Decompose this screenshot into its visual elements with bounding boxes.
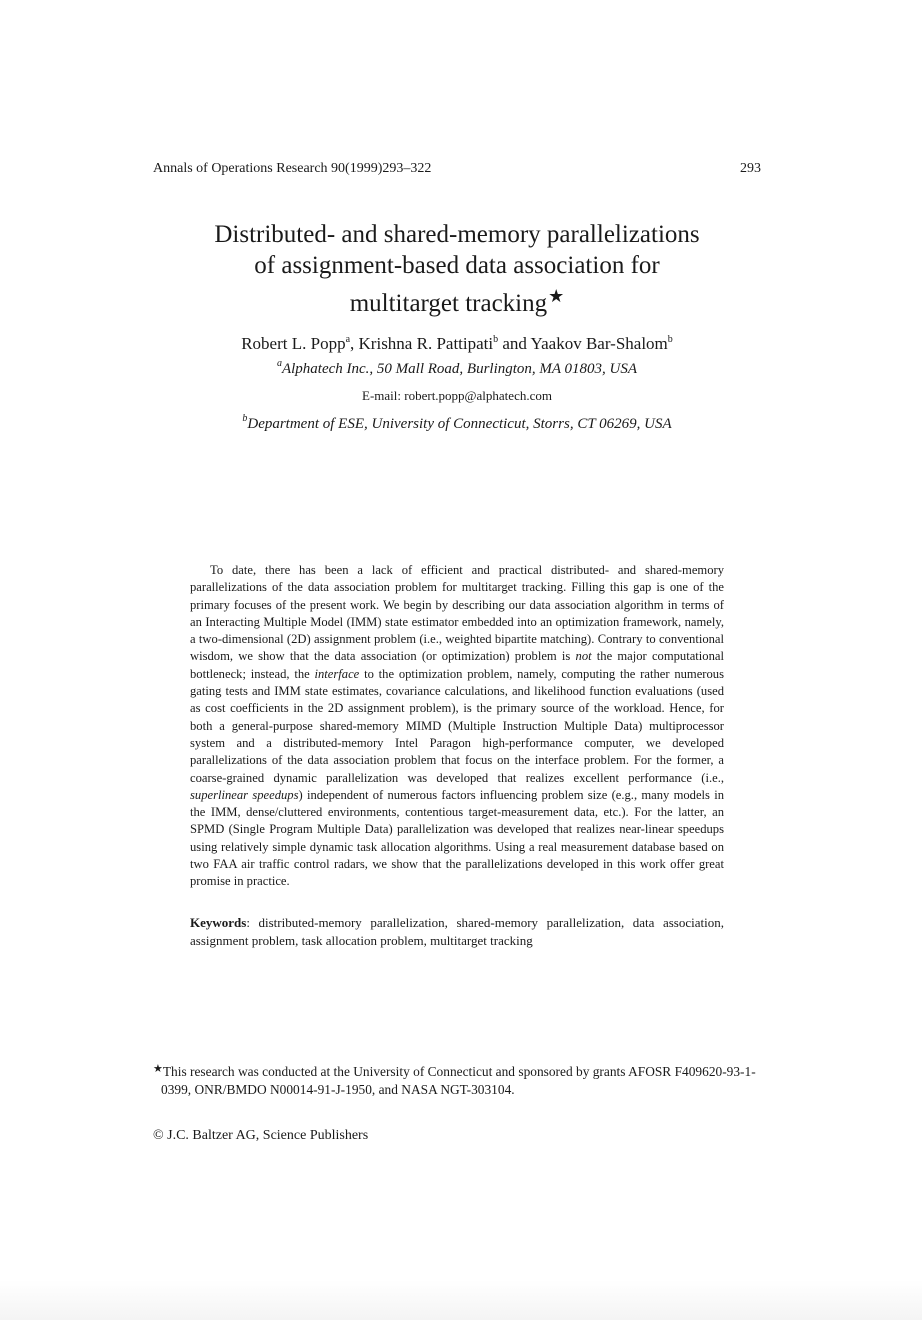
page-bottom-shadow (0, 1280, 922, 1320)
copyright-notice: © J.C. Baltzer AG, Science Publishers (153, 1128, 369, 1143)
keywords-label: Keywords (190, 915, 247, 930)
author-pattipati: Krishna R. Pattipati (358, 334, 494, 353)
author-popp-affil: a (345, 334, 351, 345)
abstract-emphasis-superlinear: superlinear speedups (190, 787, 299, 802)
author-list (153, 334, 761, 354)
abstract-part-2: the major computational bottleneck; instead, the (190, 649, 724, 681)
title-line-3 (153, 281, 761, 319)
author-separator: and (498, 334, 531, 353)
running-head (153, 161, 761, 177)
affiliation-b (153, 413, 761, 433)
author-email: E-mail: robert.popp@alphatech.com (362, 388, 552, 403)
paper-title (153, 219, 761, 319)
footnote-body (153, 1060, 763, 1099)
author-separator: , (350, 334, 359, 353)
abstract-part-4: ) independent of numerous factors influencing problem size (e.g., many models in the IMM, dense/cluttered environments, contentious target-measurement data, etc.). For the latter, an SPMD (Single Program Multiple Data) parallelization was developed that realizes near-linear speedups using relatively simple dynamic task allocation algorithms. Using a real measurement database based on two FAA air traffic control radars, we show that the parallelizations developed in this work offer great promise in practice. (190, 787, 724, 889)
author-popp: Robert L. Popp (241, 334, 346, 353)
affiliation-a-text: Alphatech Inc., 50 Mall Road, Burlington, MA 01803, USA (281, 361, 638, 377)
author-pattipati-affil: b (493, 334, 499, 345)
abstract-paragraph (190, 562, 724, 891)
abstract-emphasis-not: not (575, 649, 592, 664)
title-line-2: of assignment-based data association for (254, 252, 660, 279)
abstract-part-1: To date, there has been a lack of efficient and practical distributed- and shared-memory parallelizations of the data association problem for multitarget tracking. Filling this gap is one of the primary focuses of the present work. We begin by describing our data association algorithm in terms of an Interacting Multiple Model (IMM) state estimator embedded into an optimization framework, namely, a two-dimensional (2D) assignment problem (i.e., weighted bipartite matching). Contrary to conventional wisdom, we show that the data association (or optimization) problem is (190, 563, 724, 664)
affiliation-b-text: Department of ESE, University of Connecticut, Storrs, CT 06269, USA (247, 416, 672, 432)
title-footnote-star: ★ (548, 286, 565, 306)
title-line-1: Distributed- and shared-memory parallelizations (214, 221, 700, 248)
footnote (153, 1060, 763, 1099)
abstract-emphasis-interface: interface (314, 666, 360, 681)
journal-citation: Annals of Operations Research 90(1999)293–322 (153, 161, 432, 176)
footnote-star: ★ (153, 1063, 163, 1075)
keywords-text: : distributed-memory parallelization, shared-memory parallelization, data association, assignment problem, task allocation problem, multitarget tracking (190, 915, 724, 948)
keywords (190, 914, 724, 950)
affiliation-b-marker: b (242, 413, 248, 424)
title-line-3-text: multitarget tracking (349, 290, 548, 317)
affiliation-a-marker: a (276, 358, 282, 369)
page-number: 293 (740, 161, 761, 176)
affiliation-a (153, 358, 761, 378)
author-bar-shalom-affil: b (667, 334, 673, 345)
abstract (190, 562, 724, 891)
footnote-text: This research was conducted at the University of Connecticut and sponsored by grants AFOSR F409620-93-1-0399, ONR/BMDO N00014-91-J-1950, and NASA NGT-303104. (161, 1064, 756, 1097)
abstract-part-3: to the optimization problem, namely, computing the rather numerous gating tests and IMM state estimates, covariance calculations, and likelihood function evaluations (used as cost coefficients in the 2D assignment problem), is the primary source of the workload. Hence, for both a general-purpose shared-memory MIMD (Multiple Instruction Multiple Data) multiprocessor system and a distributed-memory Intel Paragon high-performance computer, we developed parallelizations of the data association problem that focus on the interface problem. For the former, a coarse-grained dynamic parallelization was developed that realizes excellent performance (i.e., (190, 666, 724, 785)
author-bar-shalom: Yaakov Bar-Shalom (530, 334, 668, 353)
